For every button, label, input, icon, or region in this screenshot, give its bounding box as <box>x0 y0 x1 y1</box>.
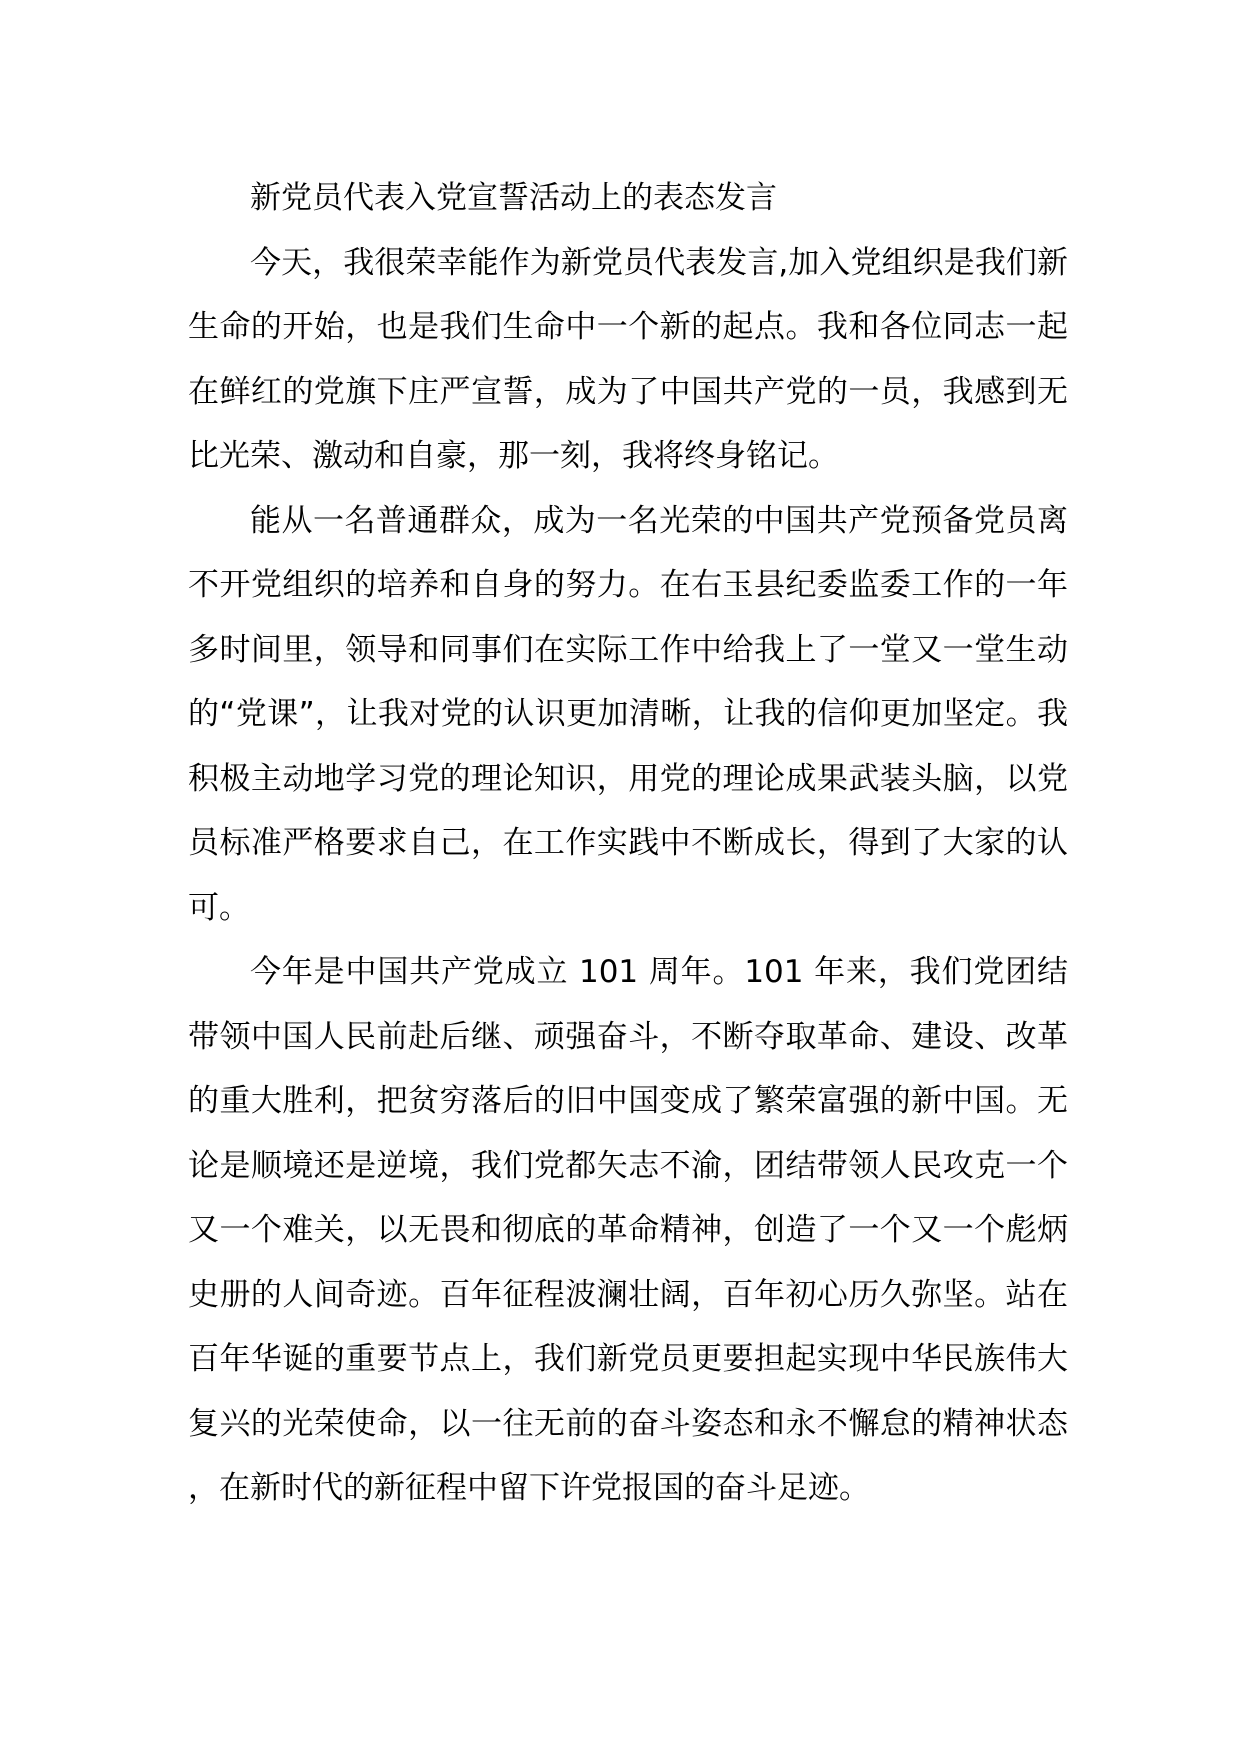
document-title: 新党员代表入党宣誓活动上的表态发言 <box>250 180 777 216</box>
paragraph-3: 今年是中国共产党成立 101 周年。101 年来，我们党团结带领中国人民前赴后继、顽强奋斗，不断夺取革命、建设、改革的重大胜利，把贫穷落后的旧中国变成了繁荣富强的新中国。无论是顺境还是逆境，我们党都矢志不渝，团结带领人民攻克一个又一个难关，以无畏和彻底的革命精神，创造了一个又一个彪炳史册的人间奇迹。百年征程波澜壮阔，百年初心历久弥坚。站在百年华诞的重要节点上，我们新党员更要担起实现中华民族伟大复兴的光荣使命，以一往无前的奋斗姿态和永不懈怠的精神状态，在新时代的新征程中留下许党报国的奋斗足迹。 <box>188 954 1068 1506</box>
paragraph-1: 今天，我很荣幸能作为新党员代表发言,加入党组织是我们新生命的开始，也是我们生命中一个新的起点。我和各位同志一起在鲜红的党旗下庄严宣誓，成为了中国共产党的一员，我感到无比光荣、激动和自豪，那一刻，我将终身铭记。 <box>188 244 1068 474</box>
document-body <box>188 166 1068 1521</box>
paragraph-2: 能从一名普通群众，成为一名光荣的中国共产党预备党员离不开党组织的培养和自身的努力。在右玉县纪委监委工作的一年多时间里，领导和同事们在实际工作中给我上了一堂又一堂生动的“党课”，让我对党的认识更加清晰，让我的信仰更加坚定。我积极主动地学习党的理论知识，用党的理论成果武装头脑，以党员标准严格要求自己，在工作实践中不断成长，得到了大家的认可。 <box>188 502 1068 926</box>
